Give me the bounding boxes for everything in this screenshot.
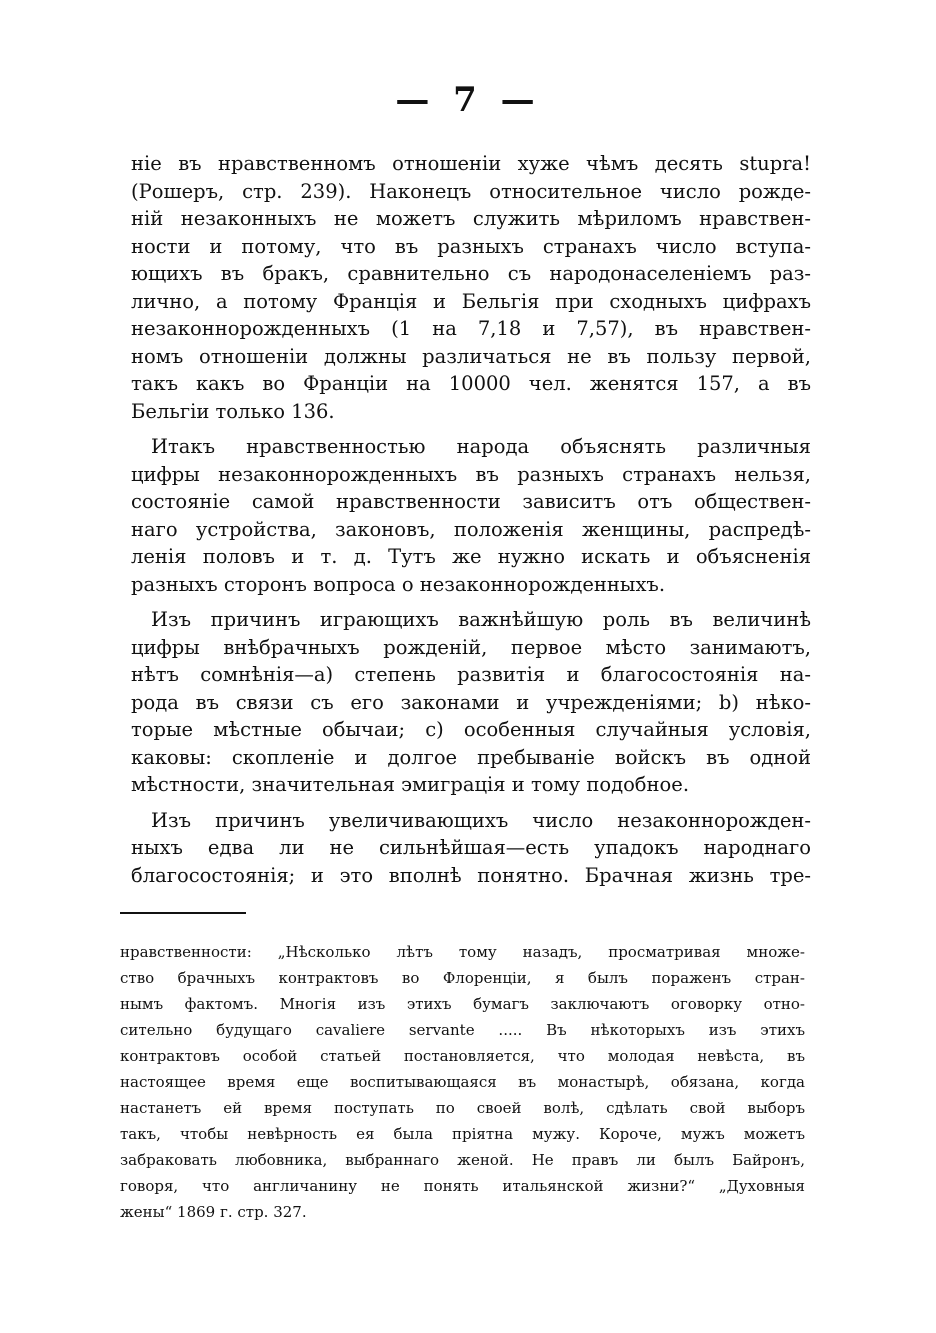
text-line: каковы: скопленіе и долгое пребываніе войскъ въ одной bbox=[131, 745, 811, 769]
footnote-line: контрактовъ особой статьей постановляется, что молодая невѣста, въ bbox=[120, 1047, 805, 1065]
text-line: состояніе самой нравственности зависитъ отъ обществен- bbox=[131, 490, 811, 513]
text-line: благосостоянія; и это вполнѣ понятно. Брачная жизнь тре- bbox=[131, 863, 811, 887]
page-number: — 7 — bbox=[395, 80, 541, 120]
paragraph-gap bbox=[131, 799, 811, 807]
paragraph bbox=[131, 807, 811, 890]
main-text bbox=[131, 150, 811, 889]
footnote-line: нравственности: „Нѣсколько лѣтъ тому назадъ, просматривая множе- bbox=[120, 943, 805, 961]
text-line: такъ какъ во Франціи на 10000 чел. женятся 157, а въ bbox=[131, 372, 811, 395]
text-line: ленія половъ и т. д. Тутъ же нужно искать и объясненія bbox=[131, 545, 811, 568]
text-line: разныхъ сторонъ вопроса о незаконнорожденныхъ. bbox=[131, 572, 666, 596]
text-line: наго устройства, законовъ, положенія женщины, распредѣ- bbox=[131, 517, 811, 541]
footnote-line: ство брачныхъ контрактовъ во Флоренціи, я былъ пораженъ стран- bbox=[120, 969, 805, 987]
text-line: цифры внѣбрачныхъ рожденій, первое мѣсто занимаютъ, bbox=[131, 635, 811, 659]
paragraph bbox=[131, 606, 811, 799]
footnote-line: настоящее время еще воспитывающаяся въ монастырѣ, обязана, когда bbox=[120, 1073, 805, 1091]
text-line: Бельгіи только 136. bbox=[131, 399, 335, 423]
text-line: цифры незаконнорожденныхъ въ разныхъ странахъ нельзя, bbox=[131, 462, 811, 486]
text-line: нѣтъ сомнѣнія—а) степень развитія и благосостоянія на- bbox=[131, 663, 811, 686]
text-line: лично, а потому Франція и Бельгія при сходныхъ цифрахъ bbox=[131, 289, 811, 313]
paragraph bbox=[131, 433, 811, 598]
footnote-line: сительно будущаго cavaliere servante ..... Въ нѣкоторыхъ изъ этихъ bbox=[120, 1021, 805, 1039]
text-line: Изъ причинъ играющихъ важнѣйшую роль въ величинѣ bbox=[151, 608, 811, 631]
text-line: ющихъ въ бракъ, сравнительно съ народонаселеніемъ раз- bbox=[131, 262, 811, 285]
footnote bbox=[120, 939, 805, 1225]
footnote-line: такъ, чтобы невѣрность ея была пріятна мужу. Короче, мужъ можетъ bbox=[120, 1125, 805, 1143]
text-line: торые мѣстные обычаи; с) особенныя случайныя условія, bbox=[131, 718, 811, 741]
text-line: ныхъ едва ли не сильнѣйшая—есть упадокъ народнаго bbox=[131, 836, 811, 859]
text-line: незаконнорожденныхъ (1 на 7,18 и 7,57), въ нравствен- bbox=[131, 317, 811, 340]
text-line: ніе въ нравственномъ отношеніи хуже чѣмъ десять stupra! bbox=[131, 152, 811, 175]
text-line: (Рошеръ, стр. 239). Наконецъ относительное число рожде- bbox=[131, 179, 811, 203]
footnote-separator bbox=[120, 912, 246, 914]
text-line: мѣстности, значительная эмиграція и тому подобное. bbox=[131, 773, 690, 796]
footnote-line: настанетъ ей время поступать по своей волѣ, сдѣлать свой выборъ bbox=[120, 1099, 805, 1117]
text-line: рода въ связи съ его законами и учрежденіями; b) нѣко- bbox=[131, 690, 811, 714]
text-line: Итакъ нравственностью народа объяснять различныя bbox=[151, 435, 811, 458]
paragraph bbox=[131, 150, 811, 425]
paragraph-gap bbox=[131, 425, 811, 433]
paragraph-gap bbox=[131, 598, 811, 606]
footnote-line: нымъ фактомъ. Многія изъ этихъ бумагъ заключаютъ оговорку отно- bbox=[120, 995, 805, 1013]
text-line: ній незаконныхъ не можетъ служить мѣриломъ нравствен- bbox=[131, 207, 811, 230]
footnote-line: забраковать любовника, выбраннаго женой. Не правъ ли былъ Байронъ, bbox=[120, 1151, 805, 1169]
text-line: Изъ причинъ увеличивающихъ число незаконнорожден- bbox=[151, 808, 811, 832]
text-line: номъ отношеніи должны различаться не въ пользу первой, bbox=[131, 344, 811, 368]
footnote-line: говоря, что англичанину не понять итальянской жизни?“ „Духовныя bbox=[120, 1177, 805, 1195]
text-line: ности и потому, что въ разныхъ странахъ число вступа- bbox=[131, 234, 811, 258]
footnote-line: жены“ 1869 г. стр. 327. bbox=[120, 1203, 307, 1221]
